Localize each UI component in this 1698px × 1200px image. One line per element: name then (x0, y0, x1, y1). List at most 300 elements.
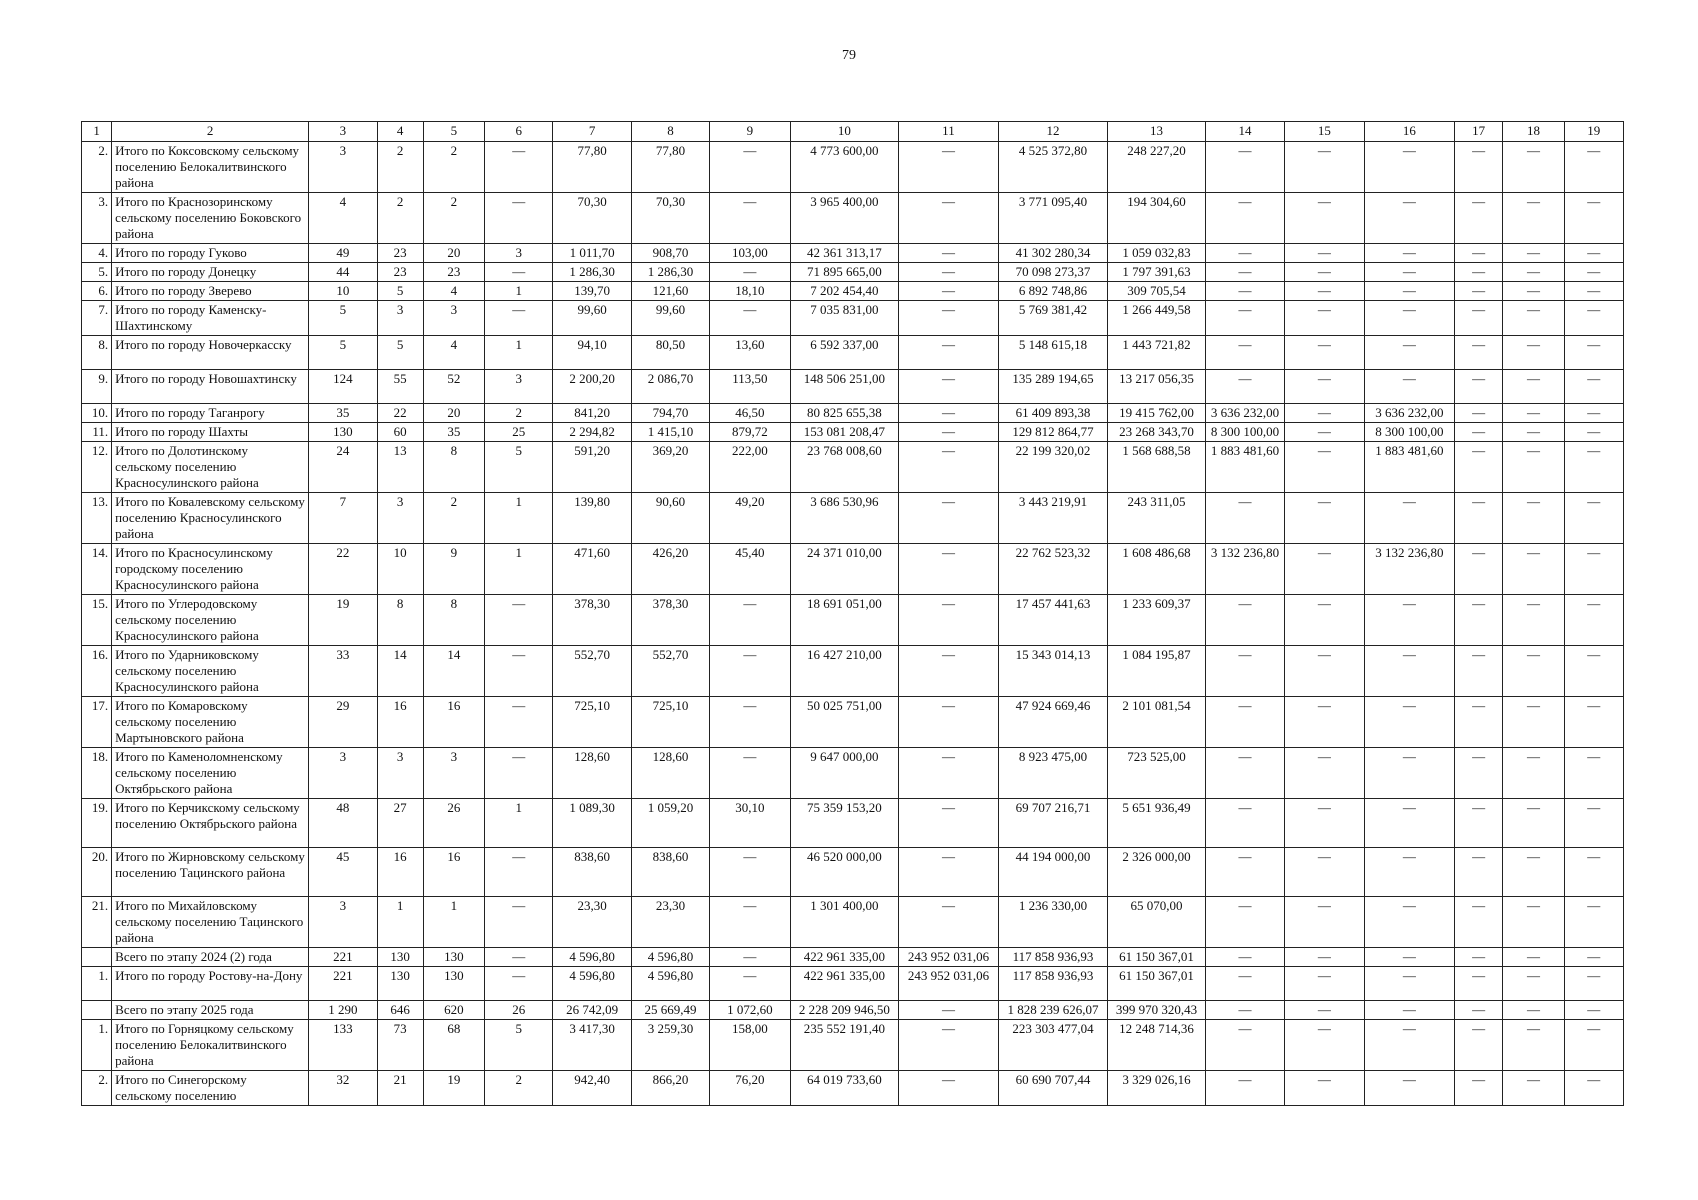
cell-col-11: — (899, 336, 999, 370)
cell-col-15: — (1285, 423, 1364, 442)
row-name: Всего по этапу 2025 года (112, 1001, 309, 1020)
cell-col-12: 117 858 936,93 (998, 967, 1108, 1001)
column-number-18: 18 (1503, 122, 1564, 142)
cell-col-11: 243 952 031,06 (899, 948, 999, 967)
table-row (82, 1071, 1624, 1106)
cell-col-15: — (1285, 748, 1364, 799)
cell-col-3: 3 (309, 142, 377, 193)
row-name: Итого по Каменоломненскому сельскому поселению Октябрьского района (112, 748, 309, 799)
cell-col-8: 3 259,30 (631, 1020, 709, 1071)
cell-col-12: 41 302 280,34 (998, 244, 1108, 263)
cell-col-7: 942,40 (553, 1071, 631, 1106)
row-number: 2. (82, 1071, 112, 1106)
cell-col-6: — (485, 646, 553, 697)
cell-col-6: 2 (485, 1071, 553, 1106)
cell-col-17: — (1455, 370, 1503, 404)
cell-col-9: — (710, 301, 790, 336)
cell-col-5: 2 (423, 493, 484, 544)
cell-col-4: 10 (377, 544, 423, 595)
cell-col-12: 22 762 523,32 (998, 544, 1108, 595)
table-row (82, 646, 1624, 697)
cell-col-9: — (710, 263, 790, 282)
cell-col-10: 148 506 251,00 (790, 370, 899, 404)
cell-col-7: 725,10 (553, 697, 631, 748)
cell-col-6: 3 (485, 370, 553, 404)
cell-col-10: 42 361 313,17 (790, 244, 899, 263)
cell-col-6: 5 (485, 442, 553, 493)
row-name: Итого по Комаровскому сельскому поселению Мартыновского района (112, 697, 309, 748)
cell-col-19: — (1564, 848, 1623, 897)
cell-col-13: 248 227,20 (1108, 142, 1206, 193)
cell-col-6: — (485, 967, 553, 1001)
cell-col-6: 25 (485, 423, 553, 442)
cell-col-5: 52 (423, 370, 484, 404)
cell-col-11: — (899, 263, 999, 282)
table-row (82, 799, 1624, 848)
cell-col-12: 117 858 936,93 (998, 948, 1108, 967)
cell-col-3: 33 (309, 646, 377, 697)
table-row (82, 897, 1624, 948)
cell-col-11: — (899, 442, 999, 493)
cell-col-10: 422 961 335,00 (790, 948, 899, 967)
cell-col-8: 794,70 (631, 404, 709, 423)
cell-col-16: — (1364, 282, 1454, 301)
cell-col-3: 49 (309, 244, 377, 263)
cell-col-9: — (710, 967, 790, 1001)
cell-col-6: — (485, 263, 553, 282)
table-row (82, 697, 1624, 748)
cell-col-7: 139,80 (553, 493, 631, 544)
cell-col-6: 1 (485, 799, 553, 848)
cell-col-9: 76,20 (710, 1071, 790, 1106)
column-number-4: 4 (377, 122, 423, 142)
cell-col-12: 129 812 864,77 (998, 423, 1108, 442)
table-row (82, 493, 1624, 544)
row-name: Итого по Синегорскому сельскому поселению (112, 1071, 309, 1106)
row-name: Итого по Ковалевскому сельскому поселению Красносулинского района (112, 493, 309, 544)
cell-col-18: — (1503, 263, 1564, 282)
cell-col-17: — (1455, 404, 1503, 423)
cell-col-8: 426,20 (631, 544, 709, 595)
cell-col-18: — (1503, 244, 1564, 263)
cell-col-18: — (1503, 897, 1564, 948)
cell-col-15: — (1285, 646, 1364, 697)
row-name: Итого по Углеродовскому сельскому поселению Красносулинского района (112, 595, 309, 646)
cell-col-8: 99,60 (631, 301, 709, 336)
cell-col-14: 1 883 481,60 (1205, 442, 1284, 493)
cell-col-3: 130 (309, 423, 377, 442)
table-row (82, 967, 1624, 1001)
cell-col-8: 4 596,80 (631, 967, 709, 1001)
cell-col-7: 3 417,30 (553, 1020, 631, 1071)
cell-col-6: 3 (485, 244, 553, 263)
cell-col-18: — (1503, 493, 1564, 544)
row-name: Итого по Михайловскому сельскому поселению Тацинского района (112, 897, 309, 948)
column-number-14: 14 (1205, 122, 1284, 142)
cell-col-17: — (1455, 595, 1503, 646)
cell-col-19: — (1564, 948, 1623, 967)
cell-col-14: — (1205, 493, 1284, 544)
cell-col-4: 14 (377, 646, 423, 697)
cell-col-15: — (1285, 799, 1364, 848)
cell-col-19: — (1564, 697, 1623, 748)
cell-col-13: 13 217 056,35 (1108, 370, 1206, 404)
cell-col-10: 64 019 733,60 (790, 1071, 899, 1106)
cell-col-14: — (1205, 697, 1284, 748)
cell-col-7: 2 200,20 (553, 370, 631, 404)
cell-col-11: — (899, 423, 999, 442)
cell-col-19: — (1564, 1071, 1623, 1106)
cell-col-17: — (1455, 646, 1503, 697)
column-number-15: 15 (1285, 122, 1364, 142)
table-row (82, 370, 1624, 404)
cell-col-4: 1 (377, 897, 423, 948)
row-number: 14. (82, 544, 112, 595)
cell-col-10: 3 965 400,00 (790, 193, 899, 244)
cell-col-11: — (899, 1020, 999, 1071)
cell-col-12: 61 409 893,38 (998, 404, 1108, 423)
cell-col-6: 2 (485, 404, 553, 423)
cell-col-12: 4 525 372,80 (998, 142, 1108, 193)
cell-col-17: — (1455, 967, 1503, 1001)
cell-col-7: 4 596,80 (553, 948, 631, 967)
cell-col-3: 133 (309, 1020, 377, 1071)
cell-col-17: — (1455, 848, 1503, 897)
cell-col-12: 1 236 330,00 (998, 897, 1108, 948)
row-name: Итого по Керчикскому сельскому поселению Октябрьского района (112, 799, 309, 848)
column-number-17: 17 (1455, 122, 1503, 142)
cell-col-15: — (1285, 404, 1364, 423)
cell-col-3: 45 (309, 848, 377, 897)
cell-col-6: 1 (485, 282, 553, 301)
cell-col-15: — (1285, 595, 1364, 646)
cell-col-8: 725,10 (631, 697, 709, 748)
row-number: 9. (82, 370, 112, 404)
cell-col-16: — (1364, 1071, 1454, 1106)
column-number-7: 7 (553, 122, 631, 142)
cell-col-12: 60 690 707,44 (998, 1071, 1108, 1106)
cell-col-4: 5 (377, 282, 423, 301)
row-number: 6. (82, 282, 112, 301)
row-name: Итого по городу Донецку (112, 263, 309, 282)
cell-col-12: 5 148 615,18 (998, 336, 1108, 370)
cell-col-15: — (1285, 897, 1364, 948)
cell-col-9: — (710, 697, 790, 748)
column-number-5: 5 (423, 122, 484, 142)
cell-col-17: — (1455, 423, 1503, 442)
cell-col-3: 32 (309, 1071, 377, 1106)
cell-col-18: — (1503, 848, 1564, 897)
cell-col-6: 1 (485, 493, 553, 544)
cell-col-17: — (1455, 244, 1503, 263)
cell-col-9: 49,20 (710, 493, 790, 544)
row-name: Итого по городу Таганрогу (112, 404, 309, 423)
cell-col-8: 838,60 (631, 848, 709, 897)
row-number: 10. (82, 404, 112, 423)
cell-col-18: — (1503, 423, 1564, 442)
cell-col-7: 591,20 (553, 442, 631, 493)
cell-col-3: 221 (309, 948, 377, 967)
cell-col-6: 5 (485, 1020, 553, 1071)
table-row (82, 282, 1624, 301)
cell-col-5: 20 (423, 404, 484, 423)
cell-col-9: — (710, 748, 790, 799)
cell-col-17: — (1455, 193, 1503, 244)
cell-col-12: 6 892 748,86 (998, 282, 1108, 301)
cell-col-10: 235 552 191,40 (790, 1020, 899, 1071)
table-row (82, 423, 1624, 442)
cell-col-9: 222,00 (710, 442, 790, 493)
cell-col-18: — (1503, 1001, 1564, 1020)
cell-col-17: — (1455, 336, 1503, 370)
cell-col-16: — (1364, 595, 1454, 646)
cell-col-10: 23 768 008,60 (790, 442, 899, 493)
cell-col-17: — (1455, 301, 1503, 336)
cell-col-8: 369,20 (631, 442, 709, 493)
cell-col-16: 8 300 100,00 (1364, 423, 1454, 442)
cell-col-9: — (710, 142, 790, 193)
cell-col-16: — (1364, 1001, 1454, 1020)
cell-col-13: 1 233 609,37 (1108, 595, 1206, 646)
cell-col-5: 19 (423, 1071, 484, 1106)
cell-col-10: 80 825 655,38 (790, 404, 899, 423)
cell-col-9: 879,72 (710, 423, 790, 442)
cell-col-4: 23 (377, 263, 423, 282)
cell-col-17: — (1455, 799, 1503, 848)
row-name: Итого по городу Каменску-Шахтинскому (112, 301, 309, 336)
cell-col-19: — (1564, 244, 1623, 263)
cell-col-6: — (485, 301, 553, 336)
cell-col-5: 1 (423, 897, 484, 948)
cell-col-14: — (1205, 748, 1284, 799)
cell-col-10: 18 691 051,00 (790, 595, 899, 646)
cell-col-11: — (899, 646, 999, 697)
cell-col-5: 8 (423, 595, 484, 646)
cell-col-16: 3 636 232,00 (1364, 404, 1454, 423)
table-row (82, 142, 1624, 193)
cell-col-6: — (485, 748, 553, 799)
cell-col-5: 35 (423, 423, 484, 442)
page-number: 79 (842, 48, 856, 63)
table-row (82, 263, 1624, 282)
cell-col-16: — (1364, 301, 1454, 336)
cell-col-19: — (1564, 646, 1623, 697)
cell-col-6: — (485, 142, 553, 193)
cell-col-16: — (1364, 193, 1454, 244)
cell-col-18: — (1503, 336, 1564, 370)
cell-col-5: 4 (423, 336, 484, 370)
cell-col-5: 4 (423, 282, 484, 301)
cell-col-17: — (1455, 544, 1503, 595)
row-number: 15. (82, 595, 112, 646)
row-number: 21. (82, 897, 112, 948)
cell-col-11: — (899, 493, 999, 544)
cell-col-8: 70,30 (631, 193, 709, 244)
cell-col-17: — (1455, 493, 1503, 544)
cell-col-9: — (710, 595, 790, 646)
cell-col-3: 221 (309, 967, 377, 1001)
cell-col-8: 25 669,49 (631, 1001, 709, 1020)
cell-col-18: — (1503, 799, 1564, 848)
cell-col-16: — (1364, 244, 1454, 263)
cell-col-5: 68 (423, 1020, 484, 1071)
cell-col-5: 16 (423, 848, 484, 897)
cell-col-3: 5 (309, 336, 377, 370)
cell-col-8: 378,30 (631, 595, 709, 646)
cell-col-16: — (1364, 142, 1454, 193)
cell-col-17: — (1455, 748, 1503, 799)
row-name: Итого по Коксовскому сельскому поселению Белокалитвинского района (112, 142, 309, 193)
cell-col-3: 22 (309, 544, 377, 595)
cell-col-10: 153 081 208,47 (790, 423, 899, 442)
cell-col-8: 2 086,70 (631, 370, 709, 404)
cell-col-16: — (1364, 263, 1454, 282)
cell-col-17: — (1455, 1071, 1503, 1106)
cell-col-18: — (1503, 193, 1564, 244)
cell-col-3: 48 (309, 799, 377, 848)
cell-col-15: — (1285, 493, 1364, 544)
cell-col-13: 1 443 721,82 (1108, 336, 1206, 370)
cell-col-3: 7 (309, 493, 377, 544)
cell-col-18: — (1503, 442, 1564, 493)
cell-col-3: 29 (309, 697, 377, 748)
row-number: 5. (82, 263, 112, 282)
table-row (82, 244, 1624, 263)
column-number-3: 3 (309, 122, 377, 142)
cell-col-14: — (1205, 244, 1284, 263)
cell-col-10: 16 427 210,00 (790, 646, 899, 697)
column-number-2: 2 (112, 122, 309, 142)
cell-col-5: 2 (423, 142, 484, 193)
row-number: 7. (82, 301, 112, 336)
cell-col-11: — (899, 799, 999, 848)
row-number: 8. (82, 336, 112, 370)
table-row (82, 442, 1624, 493)
cell-col-7: 4 596,80 (553, 967, 631, 1001)
cell-col-19: — (1564, 282, 1623, 301)
cell-col-13: 19 415 762,00 (1108, 404, 1206, 423)
row-number: 16. (82, 646, 112, 697)
cell-col-19: — (1564, 1020, 1623, 1071)
cell-col-15: — (1285, 263, 1364, 282)
cell-col-7: 99,60 (553, 301, 631, 336)
cell-col-18: — (1503, 646, 1564, 697)
cell-col-19: — (1564, 142, 1623, 193)
row-name: Итого по городу Новошахтинску (112, 370, 309, 404)
column-number-1: 1 (82, 122, 112, 142)
cell-col-12: 69 707 216,71 (998, 799, 1108, 848)
cell-col-13: 309 705,54 (1108, 282, 1206, 301)
cell-col-12: 47 924 669,46 (998, 697, 1108, 748)
cell-col-11: — (899, 193, 999, 244)
cell-col-12: 3 443 219,91 (998, 493, 1108, 544)
cell-col-19: — (1564, 301, 1623, 336)
cell-col-18: — (1503, 404, 1564, 423)
cell-col-3: 4 (309, 193, 377, 244)
cell-col-13: 2 326 000,00 (1108, 848, 1206, 897)
cell-col-19: — (1564, 897, 1623, 948)
cell-col-6: 1 (485, 336, 553, 370)
row-number: 18. (82, 748, 112, 799)
cell-col-18: — (1503, 142, 1564, 193)
cell-col-18: — (1503, 967, 1564, 1001)
cell-col-14: — (1205, 301, 1284, 336)
row-number: 12. (82, 442, 112, 493)
cell-col-19: — (1564, 442, 1623, 493)
cell-col-18: — (1503, 1071, 1564, 1106)
cell-col-18: — (1503, 697, 1564, 748)
cell-col-5: 23 (423, 263, 484, 282)
column-number-row (82, 122, 1624, 142)
cell-col-3: 1 290 (309, 1001, 377, 1020)
cell-col-18: — (1503, 544, 1564, 595)
data-table (81, 121, 1624, 1106)
cell-col-15: — (1285, 301, 1364, 336)
cell-col-15: — (1285, 370, 1364, 404)
cell-col-10: 75 359 153,20 (790, 799, 899, 848)
cell-col-12: 15 343 014,13 (998, 646, 1108, 697)
cell-col-15: — (1285, 697, 1364, 748)
cell-col-11: — (899, 1001, 999, 1020)
cell-col-15: — (1285, 336, 1364, 370)
cell-col-10: 7 202 454,40 (790, 282, 899, 301)
cell-col-9: 30,10 (710, 799, 790, 848)
cell-col-6: — (485, 848, 553, 897)
cell-col-12: 22 199 320,02 (998, 442, 1108, 493)
row-number (82, 1001, 112, 1020)
cell-col-13: 1 797 391,63 (1108, 263, 1206, 282)
cell-col-15: — (1285, 1001, 1364, 1020)
cell-col-11: — (899, 404, 999, 423)
cell-col-17: — (1455, 142, 1503, 193)
cell-col-16: — (1364, 967, 1454, 1001)
cell-col-18: — (1503, 595, 1564, 646)
row-number: 1. (82, 967, 112, 1001)
cell-col-7: 841,20 (553, 404, 631, 423)
cell-col-3: 19 (309, 595, 377, 646)
column-number-19: 19 (1564, 122, 1623, 142)
cell-col-13: 1 084 195,87 (1108, 646, 1206, 697)
cell-col-3: 5 (309, 301, 377, 336)
cell-col-9: — (710, 646, 790, 697)
table-row (82, 301, 1624, 336)
cell-col-9: — (710, 848, 790, 897)
cell-col-9: 46,50 (710, 404, 790, 423)
cell-col-14: 3 636 232,00 (1205, 404, 1284, 423)
cell-col-11: — (899, 595, 999, 646)
cell-col-15: — (1285, 1020, 1364, 1071)
cell-col-15: — (1285, 544, 1364, 595)
cell-col-12: 17 457 441,63 (998, 595, 1108, 646)
row-name: Итого по городу Ростову-на-Дону (112, 967, 309, 1001)
cell-col-14: 8 300 100,00 (1205, 423, 1284, 442)
row-number: 4. (82, 244, 112, 263)
cell-col-12: 1 828 239 626,07 (998, 1001, 1108, 1020)
cell-col-16: — (1364, 897, 1454, 948)
cell-col-6: — (485, 193, 553, 244)
cell-col-19: — (1564, 423, 1623, 442)
cell-col-9: — (710, 193, 790, 244)
cell-col-11: — (899, 301, 999, 336)
cell-col-3: 124 (309, 370, 377, 404)
cell-col-7: 77,80 (553, 142, 631, 193)
cell-col-5: 2 (423, 193, 484, 244)
cell-col-6: — (485, 595, 553, 646)
cell-col-5: 130 (423, 948, 484, 967)
row-name: Итого по городу Новочеркасску (112, 336, 309, 370)
cell-col-15: — (1285, 967, 1364, 1001)
cell-col-16: — (1364, 799, 1454, 848)
